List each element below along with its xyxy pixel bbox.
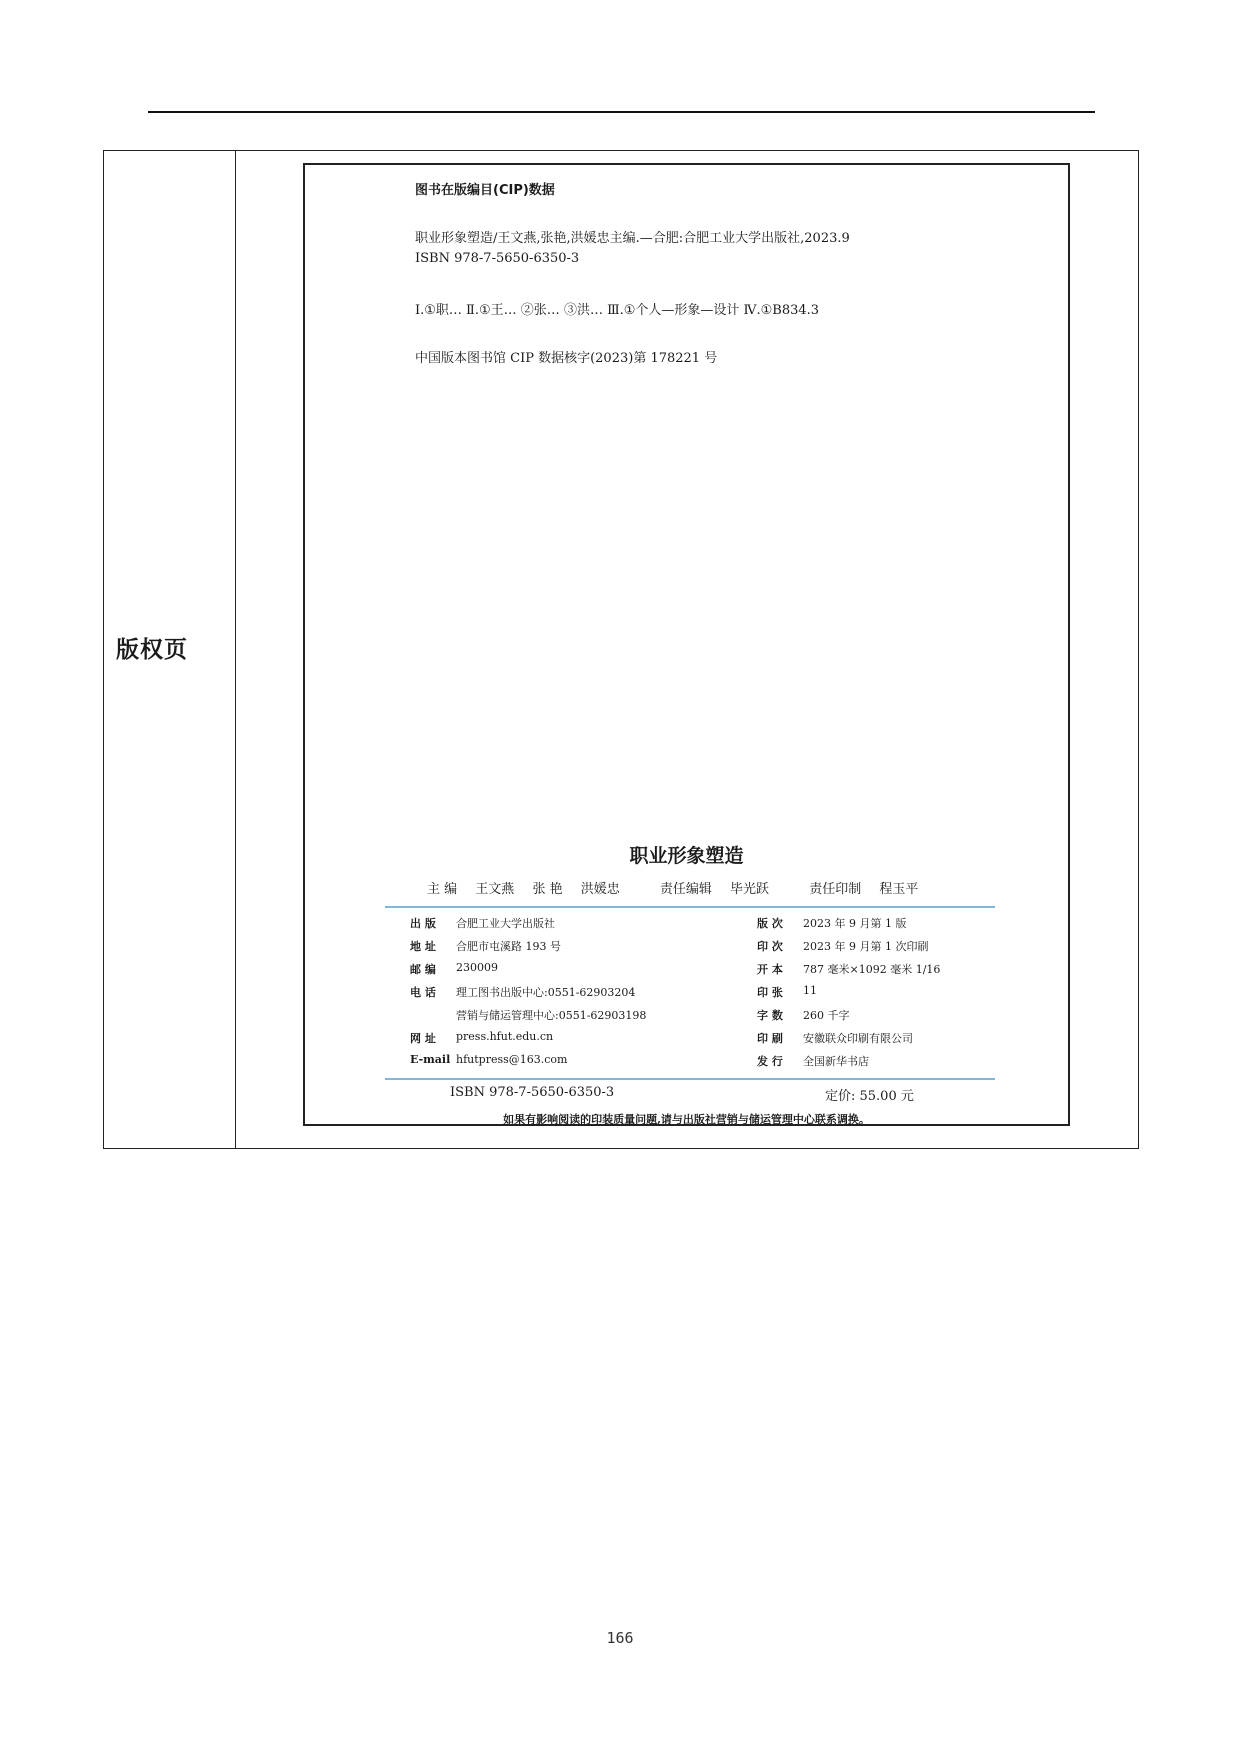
info-value: 2023 年 9 月第 1 版: [803, 917, 907, 930]
info-key: 发 行: [757, 1055, 783, 1068]
info-key: 字 数: [757, 1009, 783, 1022]
column-divider: [235, 151, 236, 1148]
info-value: press.hfut.edu.cn: [456, 1030, 554, 1043]
responsible-editor: 毕光跃: [730, 882, 770, 897]
info-value: 营销与储运管理中心:0551-62903198: [456, 1009, 647, 1022]
cip-isbn-line: ISBN 978-7-5650-6350-3: [415, 251, 580, 266]
editors-line: [427, 878, 932, 897]
header-rule: [148, 111, 1095, 113]
cip-record-line: 职业形象塑造/王文燕,张艳,洪媛忠主编.—合肥:合肥工业大学出版社,2023.9: [415, 231, 850, 246]
info-key: 印 刷: [757, 1032, 783, 1045]
responsible-printing: 程玉平: [879, 882, 919, 897]
info-value: 2023 年 9 月第 1 次印刷: [803, 940, 929, 953]
responsible-editor-label: 责任编辑: [659, 882, 712, 897]
info-key: 开 本: [757, 963, 783, 976]
editor-name: 张 艳: [532, 882, 563, 897]
copyright-page-image: [303, 163, 1070, 1126]
row-label: 版权页: [116, 636, 188, 663]
info-key: 网 址: [410, 1032, 436, 1045]
info-value: 合肥市屯溪路 193 号: [456, 940, 561, 953]
page-number: 166: [606, 1629, 634, 1647]
info-bottom-rule: [385, 1078, 995, 1080]
info-value: hfutpress@163.com: [456, 1053, 568, 1066]
info-key: 电 话: [410, 986, 436, 999]
info-value: 11: [803, 984, 817, 997]
cip-subject-line: Ⅰ.①职… Ⅱ.①王… ②张… ③洪… Ⅲ.①个人—形象—设计 Ⅳ.①B834.3: [415, 303, 820, 318]
price: 定价: 55.00 元: [825, 1089, 914, 1104]
info-value: 230009: [456, 961, 498, 974]
book-title: 职业形象塑造: [629, 845, 744, 867]
editor-name: 洪媛忠: [580, 882, 620, 897]
info-key: 出 版: [410, 917, 436, 930]
cip-heading: 图书在版编目(CIP)数据: [415, 183, 555, 198]
info-top-rule: [385, 906, 995, 908]
info-key: 地 址: [410, 940, 436, 953]
info-value: 260 千字: [803, 1009, 850, 1022]
info-value: 787 毫米×1092 毫米 1/16: [803, 963, 941, 976]
info-value: 合肥工业大学出版社: [456, 917, 555, 930]
cip-verification-line: 中国版本图书馆 CIP 数据核字(2023)第 178221 号: [415, 351, 718, 366]
info-key: 印 次: [757, 940, 783, 953]
info-key: 版 次: [757, 917, 783, 930]
quality-notice: 如果有影响阅读的印装质量问题,请与出版社营销与储运管理中心联系调换。: [503, 1113, 870, 1126]
info-key: 邮 编: [410, 963, 436, 976]
editor-name: 王文燕: [475, 882, 515, 897]
isbn-bottom: ISBN 978-7-5650-6350-3: [450, 1085, 615, 1100]
info-value: 全国新华书店: [803, 1055, 869, 1068]
info-key: 印 张: [757, 986, 783, 999]
responsible-printing-label: 责任印制: [809, 882, 862, 897]
info-key: E-mail: [410, 1053, 451, 1066]
info-value: 安徽联众印刷有限公司: [803, 1032, 913, 1045]
editor-in-chief-label: 主 编: [427, 882, 458, 897]
info-value: 理工图书出版中心:0551-62903204: [456, 986, 636, 999]
